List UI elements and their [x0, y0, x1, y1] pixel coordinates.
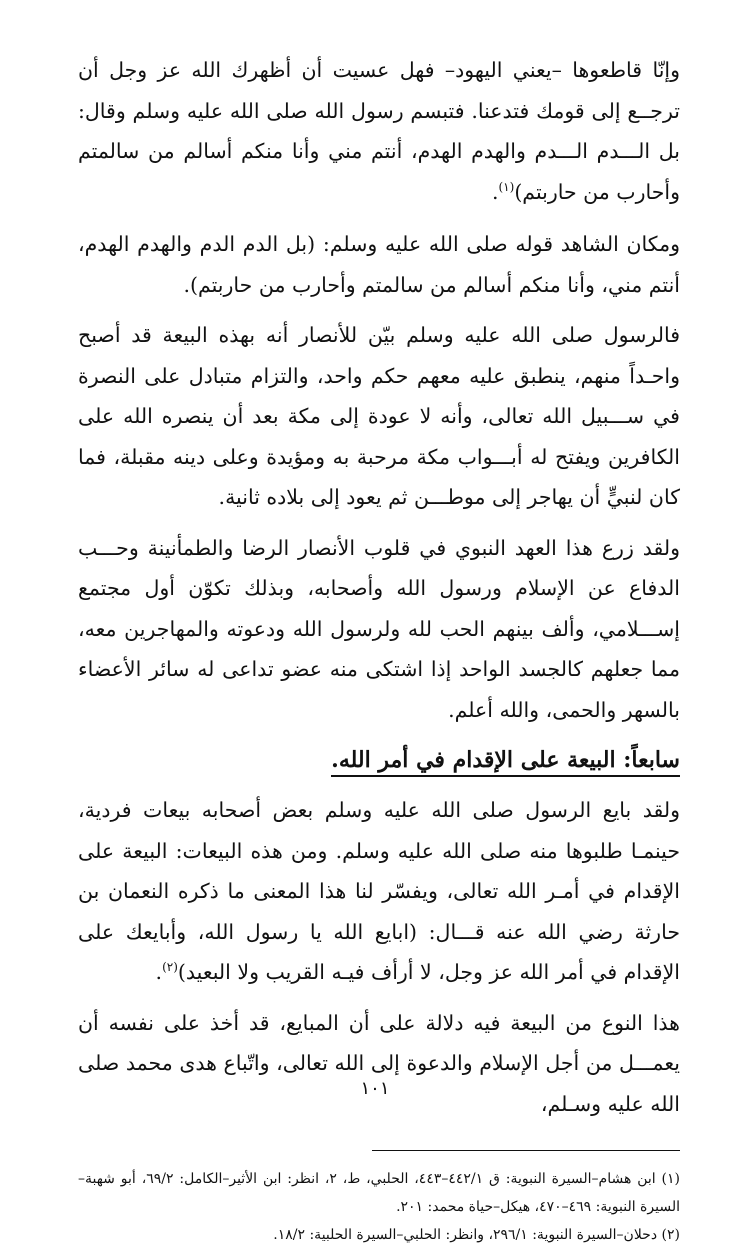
page-body	[78, 50, 681, 1243]
footnote-divider	[372, 1150, 680, 1151]
section-heading	[78, 740, 680, 780]
footnote-2: (٢) دحلان–السيرة النبوية: ٢٩٦/١، وانظر: الحلبي–السيرة الحلبية: ١٨/٢.	[273, 1227, 680, 1243]
section-heading-title: البيعة على الإقدام في أمر الله.	[331, 747, 616, 773]
footnote-ref-1[interactable]: (١)	[498, 179, 515, 194]
footnote-1: (١) ابن هشام–السيرة النبوية: ق ٤٤٢/١–٤٤٣، الحلبي، ط، ٢، انظر: ابن الأثير–الكامل: ٦٩/٢، أبو شهبة–السيرة النبوية: ٤٦٩–٤٧٠، هيكل–حياة محمد: ٢٠١.	[78, 1171, 681, 1215]
paragraph-3: فالرسول صلى الله عليه وسلم بيّن للأنصار أنه بهذه البيعة قد أصبح واحـداً منهم، ينطبق عليه معهم حكم واحد، والتزام متبادل على النصرة في ســـبيل الله تعالى، وأنه لا عودة إلى مكة بعد أن ينصره الله على الكافرين ويفتح له أبـــواب مكة مرحبة به ومؤيدة وعلى دينه مقبلة، فما كان لنبيٍّ أن يهاجر إلى موطـــن ثم يعود إلى بلاده ثانية.	[78, 323, 680, 509]
paragraph-2: ومكان الشاهد قوله صلى الله عليه وسلم: (بل الدم الدم والهدم الهدم، أنتم مني، وأنا منكم أسالم من سالمتم وأحارب من حاربتم).	[78, 232, 680, 297]
paragraph-5-text: ولقد بايع الرسول صلى الله عليه وسلم بعض أصحابه بيعات فردية، حينمـا طلبوها منه صلى الله عليه وسلم. ومن هذه البيعات: البيعة على الإقدام في أمـر الله تعالى، ويفسّر لنا هذا المعنى ما ذكره النعمان بن حارثة رضي الله عنه قـــال: (ابايع الله يا رسول الله، وأبايعك على الإقدام في أمر الله عز وجل، لا أرأف فيـه القريب ولا البعيد)	[78, 798, 680, 984]
paragraph-1: وإنّا قاطعوها –يعني اليهود– فهل عسيت أن أظهرك الله عز وجل أن ترجــع إلى قومك فتدعنا. فتبسم رسول الله صلى الله عليه وسلم وقال: بل الـــدم الـــدم والهدم الهدم، أنتم مني وأنا منكم أسالم من سالمتم وأحارب من حاربتم)$^{(١)}$.	[78, 58, 680, 204]
paragraph-5: ولقد بايع الرسول صلى الله عليه وسلم بعض أصحابه بيعات فردية، حينمـا طلبوها منه صلى الله عليه وسلم. ومن هذه البيعات: البيعة على الإقدام في أمـر الله تعالى، ويفسّر لنا هذا المعنى ما ذكره النعمان بن حارثة رضي الله عنه قـــال: (ابايع الله يا رسول الله، وأبايعك على الإقدام في أمر الله عز وجل، لا أرأف فيـه القريب ولا البعيد)$^{(٢)}$.	[78, 798, 680, 984]
section-heading-underline	[331, 747, 680, 777]
section-heading-prefix: سابعاً:	[623, 747, 680, 773]
paragraph-6: هذا النوع من البيعة فيه دلالة على أن المبايع، قد أخذ على نفسه أن يعمـــل من أجل الإسلام والدعوة إلى الله تعالى، واتّباع هدى محمد صلى الله عليه وسـلم،	[78, 1010, 680, 1116]
page-number: ١٠١	[360, 1078, 390, 1099]
footnote-ref-2[interactable]: (٢)	[162, 960, 178, 975]
paragraph-1-text: وإنّا قاطعوها –يعني اليهود– فهل عسيت أن أظهرك الله عز وجل أن ترجــع إلى قومك فتدعنا. فتبسم رسول الله صلى الله عليه وسلم وقال: بل الـــدم الـــدم والهدم الهدم، أنتم مني وأنا منكم أسالم من سالمتم وأحارب من حاربتم)	[78, 58, 680, 204]
paragraph-4: ولقد زرع هذا العهد النبوي في قلوب الأنصار الرضا والطمأنينة وحـــب الدفاع عن الإسلام ورسول الله وأصحابه، وبذلك تكوّن أول مجتمع إســـلامي، وألف بينهم الحب لله ولرسول الله ودعوته والمهاجرين معه، مما جعلهم كالجسد الواحد إذا اشتكى منه عضو تداعى له سائر الأعضاء بالسهر والحمى، والله أعلم.	[78, 535, 680, 722]
